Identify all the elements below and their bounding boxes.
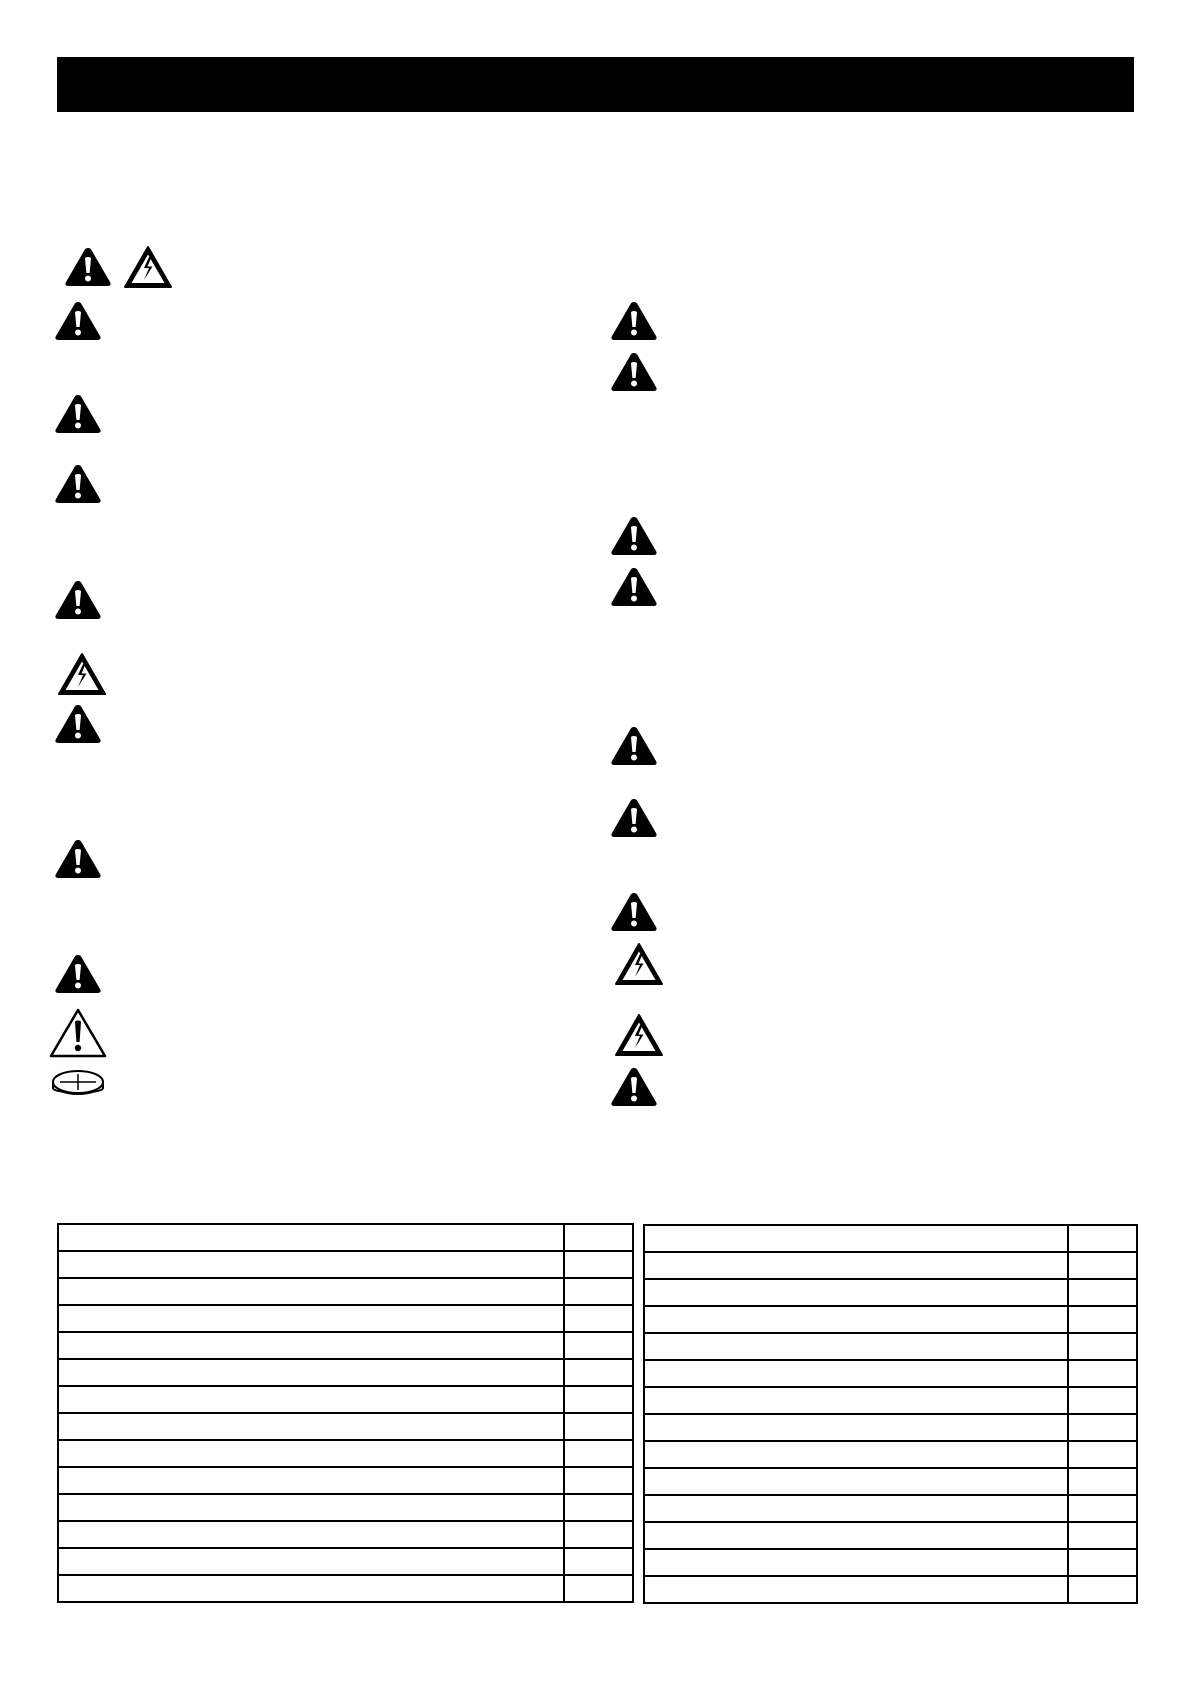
item-cell <box>58 1575 564 1602</box>
electric-shock-icon <box>57 652 107 696</box>
table-row <box>644 1225 1137 1252</box>
coin-battery-icon <box>50 1066 106 1098</box>
page-number-cell <box>1068 1279 1137 1306</box>
warning-icon <box>610 515 658 557</box>
item-cell <box>644 1576 1068 1603</box>
item-cell <box>644 1441 1068 1468</box>
item-cell <box>58 1251 564 1278</box>
page-number-cell <box>564 1305 633 1332</box>
table-row <box>644 1495 1137 1522</box>
table-row <box>58 1305 633 1332</box>
item-cell <box>58 1386 564 1413</box>
item-cell <box>644 1333 1068 1360</box>
table-row <box>644 1360 1137 1387</box>
warning-icon <box>610 797 658 839</box>
page-number-cell <box>564 1440 633 1467</box>
warning-icon <box>610 566 658 608</box>
table-row <box>58 1521 633 1548</box>
warning-icon <box>54 838 102 880</box>
page-number-cell <box>1068 1522 1137 1549</box>
page-number-cell <box>564 1224 633 1251</box>
item-cell <box>644 1468 1068 1495</box>
page-number-cell <box>1068 1549 1137 1576</box>
table-row <box>58 1413 633 1440</box>
page-number-cell <box>1068 1306 1137 1333</box>
page-number-cell <box>1068 1468 1137 1495</box>
item-cell <box>644 1549 1068 1576</box>
item-cell <box>58 1521 564 1548</box>
page-number-cell <box>564 1278 633 1305</box>
table-row <box>644 1468 1137 1495</box>
table-row <box>644 1576 1137 1603</box>
item-cell <box>58 1278 564 1305</box>
item-cell <box>58 1359 564 1386</box>
page-number-cell <box>1068 1495 1137 1522</box>
electric-shock-icon <box>614 1013 664 1057</box>
page-number-cell <box>1068 1225 1137 1252</box>
warning-icon <box>54 703 102 745</box>
warning-icon <box>54 463 102 505</box>
table-row <box>644 1252 1137 1279</box>
index-table-right <box>643 1224 1138 1604</box>
warning-icon <box>54 579 102 621</box>
page-number-cell <box>1068 1387 1137 1414</box>
warning-icon <box>54 300 102 342</box>
item-cell <box>58 1494 564 1521</box>
table-row <box>58 1548 633 1575</box>
table-row <box>644 1333 1137 1360</box>
warning-outline-icon <box>48 1007 108 1059</box>
table-row <box>644 1387 1137 1414</box>
table-row <box>58 1359 633 1386</box>
item-cell <box>58 1224 564 1251</box>
warning-icon <box>610 891 658 933</box>
table-row <box>58 1440 633 1467</box>
table-row <box>644 1414 1137 1441</box>
table-row <box>58 1494 633 1521</box>
page-number-cell <box>1068 1414 1137 1441</box>
page-number-cell <box>564 1359 633 1386</box>
warning-icon <box>610 1066 658 1108</box>
item-cell <box>644 1360 1068 1387</box>
page-number-cell <box>564 1332 633 1359</box>
table-row <box>58 1224 633 1251</box>
electric-shock-icon <box>123 245 173 289</box>
page-number-cell <box>564 1467 633 1494</box>
warning-icon <box>610 300 658 342</box>
item-cell <box>644 1414 1068 1441</box>
warning-icon <box>64 246 112 288</box>
table-row <box>644 1522 1137 1549</box>
warning-icon <box>54 393 102 435</box>
item-cell <box>644 1495 1068 1522</box>
item-cell <box>644 1387 1068 1414</box>
page-number-cell <box>564 1575 633 1602</box>
item-cell <box>58 1413 564 1440</box>
page-number-cell <box>564 1521 633 1548</box>
table-row <box>58 1251 633 1278</box>
table-row <box>58 1467 633 1494</box>
table-row <box>58 1278 633 1305</box>
warning-icon <box>610 351 658 393</box>
table-row <box>644 1306 1137 1333</box>
item-cell <box>644 1306 1068 1333</box>
item-cell <box>58 1548 564 1575</box>
table-row <box>644 1279 1137 1306</box>
page-number-cell <box>1068 1360 1137 1387</box>
page-number-cell <box>564 1251 633 1278</box>
item-cell <box>644 1522 1068 1549</box>
item-cell <box>644 1225 1068 1252</box>
electric-shock-icon <box>614 942 664 986</box>
table-row <box>644 1549 1137 1576</box>
table-row <box>58 1575 633 1602</box>
index-table-left <box>57 1223 634 1603</box>
page-number-cell <box>1068 1576 1137 1603</box>
page-number-cell <box>564 1413 633 1440</box>
item-cell <box>58 1332 564 1359</box>
page-number-cell <box>564 1494 633 1521</box>
page-number-cell <box>1068 1333 1137 1360</box>
page-number-cell <box>564 1548 633 1575</box>
item-cell <box>644 1279 1068 1306</box>
item-cell <box>58 1467 564 1494</box>
warning-icon <box>54 953 102 995</box>
table-row <box>58 1332 633 1359</box>
page-number-cell <box>564 1386 633 1413</box>
table-row <box>58 1386 633 1413</box>
item-cell <box>58 1440 564 1467</box>
warning-icon <box>610 725 658 767</box>
table-row <box>644 1441 1137 1468</box>
page-number-cell <box>1068 1441 1137 1468</box>
page-number-cell <box>1068 1252 1137 1279</box>
header-bar <box>57 57 1134 112</box>
item-cell <box>58 1305 564 1332</box>
item-cell <box>644 1252 1068 1279</box>
